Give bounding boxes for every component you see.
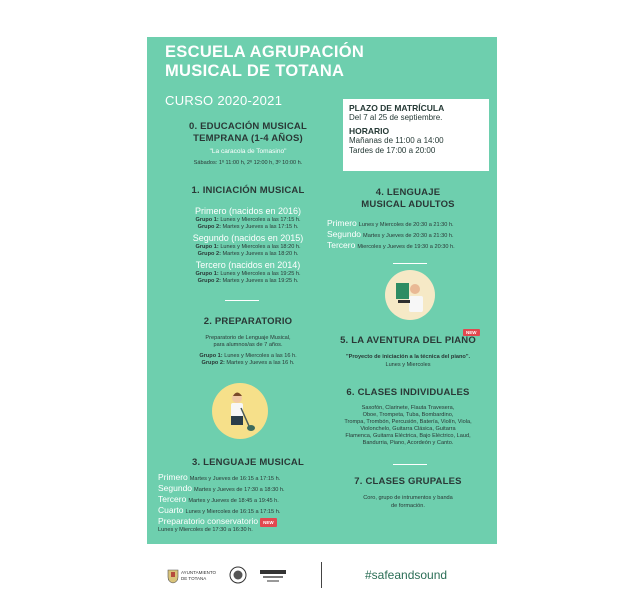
schedule-row bbox=[327, 242, 495, 251]
group-schedule: Martes y Jueves a las 18:20 h. bbox=[222, 251, 299, 257]
instrument-line: Bandurria, Piano, Acordeón y Canto. bbox=[362, 440, 454, 446]
section-5-title: 5. LA AVENTURA DEL PIANO bbox=[340, 335, 476, 346]
totana-crest-icon bbox=[167, 568, 179, 584]
group-label: Grupo 1: bbox=[195, 271, 219, 277]
schedule-row bbox=[327, 220, 495, 229]
level-label: Primero bbox=[327, 218, 357, 228]
child-musician-illustration bbox=[211, 382, 269, 440]
group-label: Grupo 1: bbox=[199, 353, 223, 359]
schedule-text: Miercoles y Jueves de 19:30 a 20:30 h. bbox=[357, 244, 455, 250]
section-2-desc-2: para alumnos/as de 7 años. bbox=[213, 342, 283, 348]
poster-title bbox=[165, 43, 364, 81]
schedule-text: Martes y Jueves de 20:30 a 21:30 h. bbox=[363, 233, 454, 239]
group-schedule: Martes y Jueves a las 16 h. bbox=[226, 360, 295, 366]
enrollment-info-box bbox=[343, 99, 489, 171]
section-3-title: 3. LENGUAJE MUSICAL bbox=[191, 457, 304, 468]
group-label: Grupo 2: bbox=[197, 278, 221, 284]
piano-player-illustration bbox=[384, 269, 436, 321]
group-label: Grupo 1: bbox=[195, 244, 219, 250]
ayuntamiento-label-1: AYUNTAMIENTO bbox=[181, 570, 217, 575]
section-1-groups bbox=[153, 206, 343, 285]
level-2-name: Segundo (nacidos en 2015) bbox=[192, 233, 304, 243]
instrument-line: Flamenca, Guitarra Eléctrica, Bajo Eléctrico, Laud, bbox=[345, 433, 471, 439]
section-4-title-line-2: MUSICAL ADULTOS bbox=[361, 199, 455, 210]
poster bbox=[147, 37, 497, 544]
divider bbox=[225, 300, 259, 301]
section-4-title bbox=[323, 187, 493, 211]
level-1-name: Primero (nacidos en 2016) bbox=[194, 206, 302, 216]
schedule-text: Martes y Jueves de 18:45 a 19:45 h. bbox=[188, 498, 279, 504]
group-schedule: Lunes y Miercoles a las 16 h. bbox=[224, 353, 297, 359]
totana-logo-icon bbox=[259, 569, 287, 583]
group-label: Grupo 1: bbox=[195, 217, 219, 223]
group-label: Grupo 2: bbox=[201, 360, 225, 366]
horario-line-1: Mañanas de 11:00 a 14:00 bbox=[349, 136, 444, 145]
schedule-row bbox=[158, 518, 348, 527]
section-0-title bbox=[153, 121, 343, 145]
instrument-line: Trompa, Trombón, Percusión, Batería, Violín, Viola, bbox=[344, 419, 472, 425]
new-badge: NEW bbox=[260, 518, 277, 527]
section-6-title: 6. CLASES INDIVIDUALES bbox=[346, 387, 470, 398]
group-label: Grupo 2: bbox=[197, 224, 221, 230]
group-schedule: Martes y Jueves a las 19:25 h. bbox=[222, 278, 299, 284]
horario-line-2: Tardes de 17:00 a 20:00 bbox=[349, 146, 436, 155]
section-7-line-2: de formación. bbox=[391, 503, 425, 509]
footer-divider bbox=[321, 562, 322, 588]
schedule-text: Lunes y Miercoles de 16:15 a 17:15 h. bbox=[185, 509, 281, 515]
section-7-title: 7. CLASES GRUPALES bbox=[354, 476, 462, 487]
schedule-text: Martes y Jueves de 16:15 a 17:15 h. bbox=[189, 476, 281, 482]
section-2-body bbox=[153, 335, 343, 367]
hashtag: #safeandsound bbox=[365, 568, 448, 582]
title-line-1: ESCUELA AGRUPACIÓN bbox=[165, 43, 365, 61]
schedule-text: Lunes y Miercoles de 17:30 a 16:30 h. bbox=[158, 527, 253, 534]
instrument-line: Oboe, Trompeta, Tuba, Bombardino, bbox=[362, 412, 454, 418]
band-emblem-icon bbox=[229, 566, 247, 584]
schedule-row bbox=[158, 485, 348, 494]
plazo-text: Del 7 al 25 de septiembre. bbox=[349, 113, 443, 122]
schedule-row bbox=[158, 507, 348, 516]
section-2-desc-1: Preparatorio de Lenguaje Musical, bbox=[205, 335, 291, 341]
section-1-title: 1. INICIACIÓN MUSICAL bbox=[191, 185, 305, 196]
instrument-line: Violonchelo, Guitarra Clásica, Guitarra bbox=[360, 426, 456, 432]
course-year: CURSO 2020-2021 bbox=[165, 93, 283, 108]
divider bbox=[393, 464, 427, 465]
schedule-row bbox=[158, 496, 348, 505]
section-0-title-line-1: 0. EDUCACIÓN MUSICAL bbox=[188, 121, 307, 132]
horario-title: HORARIO bbox=[349, 126, 390, 136]
schedule-text: Lunes y Miercoles de 20:30 a 21:30 h. bbox=[358, 222, 454, 228]
group-schedule: Martes y Jueves a las 17:15 h. bbox=[222, 224, 299, 230]
title-line-2: MUSICAL DE TOTANA bbox=[165, 62, 345, 80]
section-4-title-line-1: 4. LENGUAJE bbox=[375, 187, 441, 198]
group-schedule: Lunes y Miercoles a las 17:15 h. bbox=[220, 217, 301, 223]
schedule-row bbox=[158, 474, 348, 483]
level-label: Tercero bbox=[158, 494, 187, 504]
section-5-days: Lunes y Miercoles bbox=[385, 362, 431, 368]
section-4-rows bbox=[327, 220, 495, 251]
divider bbox=[393, 263, 427, 264]
new-badge: NEW bbox=[463, 329, 480, 336]
section-3-rows bbox=[158, 474, 348, 534]
section-6-instruments bbox=[323, 405, 493, 447]
level-label: Cuarto bbox=[158, 505, 184, 515]
section-0-schedule: Sábados: 1º 11:00 h, 2º 12:00 h, 3º 10:00 h. bbox=[193, 160, 303, 166]
instrument-line: Saxofón, Clarinete, Flauta Travesera, bbox=[361, 405, 455, 411]
group-schedule: Lunes y Miercoles a las 19:25 h. bbox=[220, 271, 301, 277]
schedule-row bbox=[327, 231, 495, 240]
level-label: Primero bbox=[158, 472, 188, 482]
level-label: Segundo bbox=[327, 229, 362, 239]
plazo-title: PLAZO DE MATRÍCULA bbox=[349, 103, 445, 113]
section-0-subtitle: "La caracola de Tomasino" bbox=[209, 148, 287, 155]
footer bbox=[147, 556, 497, 596]
level-label: Tercero bbox=[327, 240, 356, 250]
section-2-title: 2. PREPARATORIO bbox=[203, 316, 293, 327]
schedule-text: Martes y Jueves de 17:30 a 18:30 h. bbox=[194, 487, 285, 493]
section-5-desc: "Proyecto de iniciación a la técnica del piano". bbox=[345, 354, 471, 360]
ayuntamiento-label bbox=[181, 570, 216, 582]
group-schedule: Lunes y Miercoles a las 18:20 h. bbox=[220, 244, 301, 250]
level-label: Segundo bbox=[158, 483, 193, 493]
level-label: Preparatorio conservatorio bbox=[158, 516, 259, 526]
section-7-line-1: Coro, grupo de intrumentos y banda bbox=[363, 495, 453, 501]
section-0-title-line-2: TEMPRANA (1-4 AÑOS) bbox=[193, 133, 303, 144]
ayuntamiento-label-2: DE TOTANA bbox=[181, 576, 207, 581]
level-3-name: Tercero (nacidos en 2014) bbox=[195, 260, 301, 270]
group-label: Grupo 2: bbox=[197, 251, 221, 257]
